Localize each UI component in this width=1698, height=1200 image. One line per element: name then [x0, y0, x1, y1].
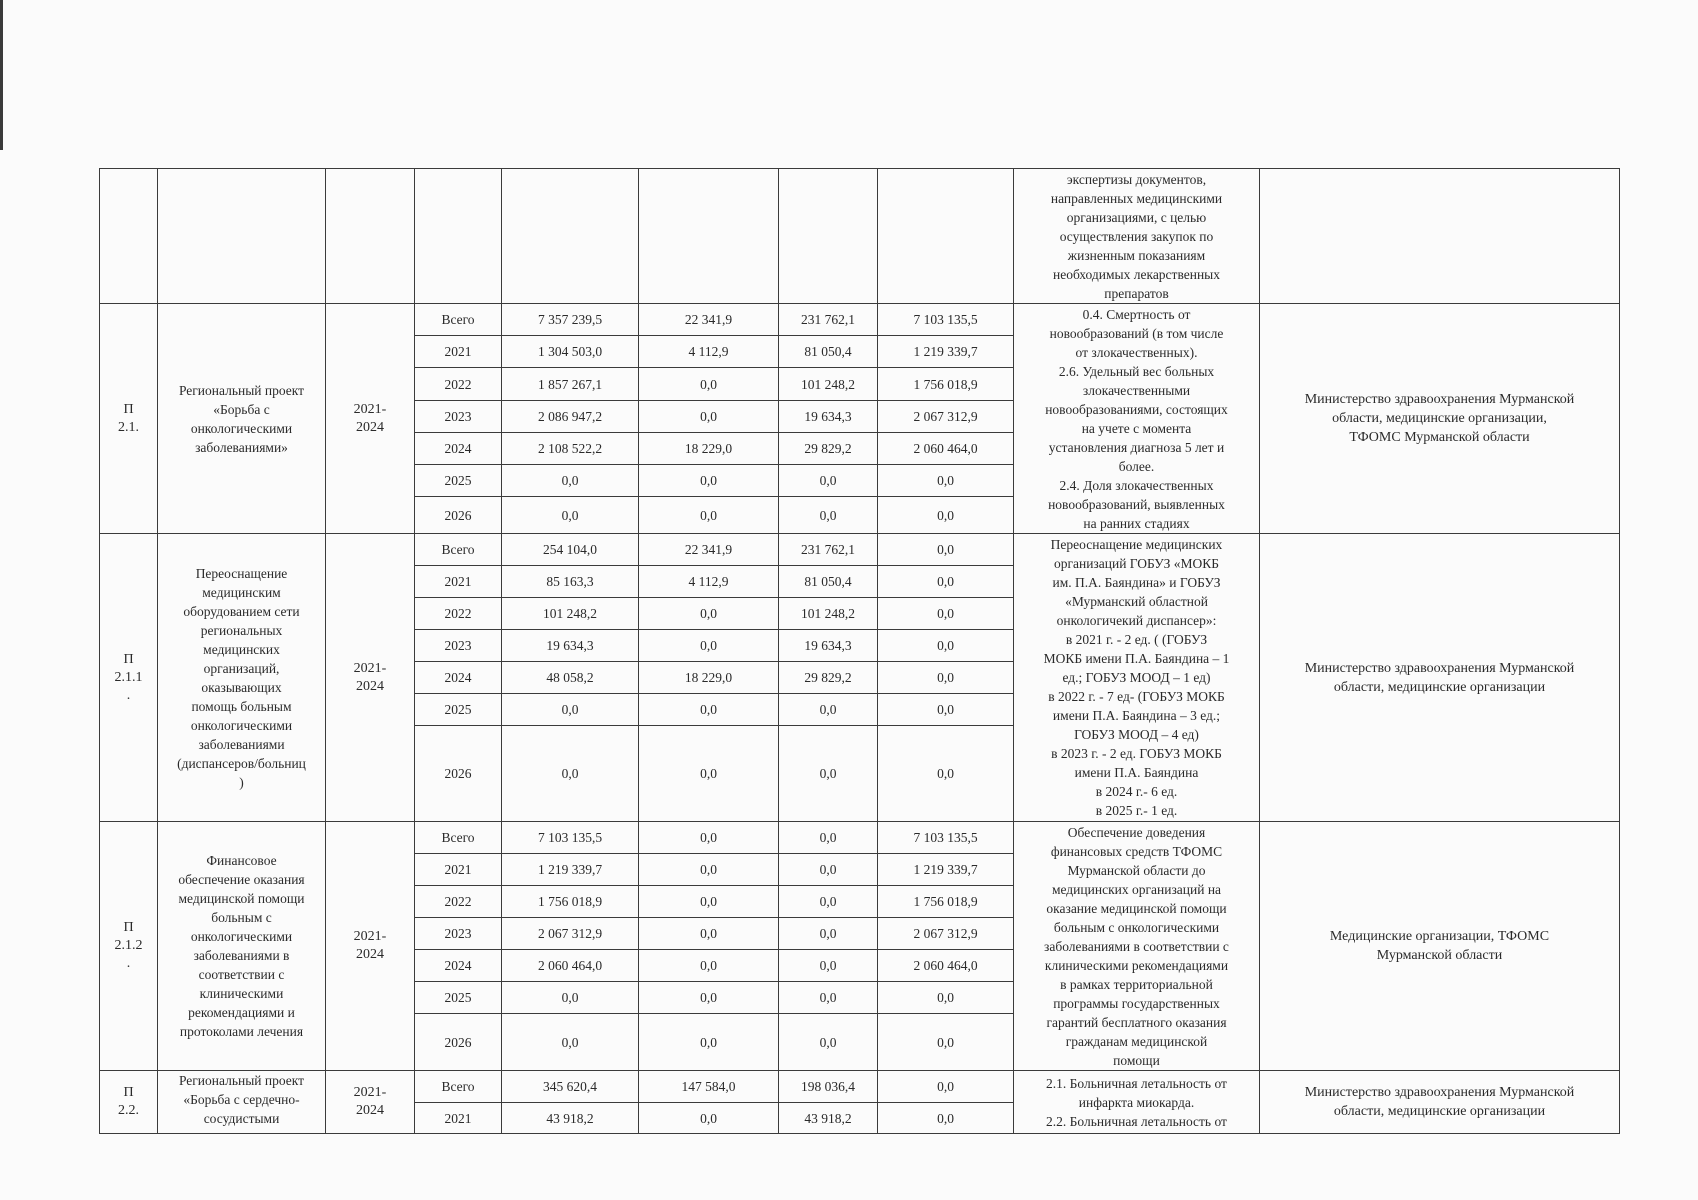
row-period: 2021- 2024: [353, 929, 387, 962]
carryover-v4-cell: [878, 169, 1014, 304]
value-total: 101 248,2: [502, 598, 639, 630]
row-id: П 2.1.: [118, 401, 139, 435]
value-other: 0,0: [878, 1014, 1014, 1071]
row-name-cell: [158, 304, 326, 534]
year-label: 2025: [415, 465, 502, 497]
value-federal: 0,0: [639, 401, 779, 433]
row-result: Обеспечение доведения финансовых средств ТФОМС Мурманской области до медицинских организаций на оказание медицинской помощи больным с онкологическими заболеваниями в соответствии с клиническими рекомендациями в рамках территориальной программы государственных гарантий бесплатного оказания гражданам медицинской помощи: [1044, 824, 1229, 1068]
row-period: 2021- 2024: [353, 401, 387, 435]
value-total: 0,0: [502, 694, 639, 726]
value-total: 0,0: [502, 982, 639, 1014]
year-label: Всего: [415, 822, 502, 854]
value-other: 0,0: [878, 465, 1014, 497]
year-label: 2021: [415, 854, 502, 886]
program-table: [99, 168, 1620, 1134]
year-label: Всего: [415, 1071, 502, 1103]
value-federal: 0,0: [639, 726, 779, 822]
value-other: 2 067 312,9: [878, 918, 1014, 950]
value-regional: 81 050,4: [779, 566, 878, 598]
value-total: 2 060 464,0: [502, 950, 639, 982]
value-total: 2 067 312,9: [502, 918, 639, 950]
row-period: 2021- 2024: [353, 660, 387, 694]
value-regional: 29 829,2: [779, 433, 878, 465]
year-label: 2024: [415, 662, 502, 694]
table-row: [100, 304, 1620, 336]
carryover-name-cell: [158, 169, 326, 304]
value-regional: 0,0: [779, 982, 878, 1014]
row-name: Переоснащение медицинским оборудованием сети региональных медицинских организаций, оказывающих помощь больным онкологическими заболеваниями (диспансеров/больниц ): [177, 565, 306, 790]
value-federal: 0,0: [639, 368, 779, 401]
value-regional: 0,0: [779, 497, 878, 534]
value-other: 7 103 135,5: [878, 304, 1014, 336]
row-id: П 2.2.: [118, 1085, 139, 1118]
row-result-cell: [1014, 304, 1260, 534]
value-federal: 0,0: [639, 950, 779, 982]
value-regional: 19 634,3: [779, 401, 878, 433]
year-label: 2024: [415, 950, 502, 982]
carryover-v2-cell: [639, 169, 779, 304]
value-federal: 0,0: [639, 886, 779, 918]
value-regional: 0,0: [779, 950, 878, 982]
row-id: П 2.1.2 .: [114, 920, 143, 971]
value-regional: 231 762,1: [779, 534, 878, 566]
value-federal: 0,0: [639, 694, 779, 726]
row-period-cell: [326, 534, 415, 822]
year-label: 2026: [415, 1014, 502, 1071]
value-regional: 0,0: [779, 918, 878, 950]
row-result-cell: [1014, 822, 1260, 1071]
value-total: 19 634,3: [502, 630, 639, 662]
value-federal: 18 229,0: [639, 662, 779, 694]
value-total: 7 357 239,5: [502, 304, 639, 336]
value-total: 1 219 339,7: [502, 854, 639, 886]
value-other: 0,0: [878, 534, 1014, 566]
value-other: 0,0: [878, 630, 1014, 662]
row-responsible: Министерство здравоохранения Мурманской области, медицинские организации: [1304, 1085, 1575, 1119]
value-federal: 0,0: [639, 497, 779, 534]
value-total: 2 108 522,2: [502, 433, 639, 465]
row-name-cell: [158, 822, 326, 1071]
value-total: 0,0: [502, 465, 639, 497]
value-federal: 147 584,0: [639, 1071, 779, 1103]
value-federal: 4 112,9: [639, 566, 779, 598]
carryover-row: [100, 169, 1620, 304]
year-label: 2021: [415, 566, 502, 598]
scan-edge-mark: [0, 0, 3, 150]
row-id-cell: [100, 534, 158, 822]
value-federal: 0,0: [639, 598, 779, 630]
value-regional: 0,0: [779, 694, 878, 726]
value-federal: 0,0: [639, 918, 779, 950]
row-id: П 2.1.1 .: [114, 651, 143, 703]
year-label: Всего: [415, 304, 502, 336]
row-result: 2.1. Больничная летальность от инфаркта миокарда. 2.2. Больничная летальность от: [1046, 1075, 1227, 1129]
year-label: 2022: [415, 368, 502, 401]
row-responsible: Медицинские организации, ТФОМС Мурманской области: [1329, 929, 1550, 963]
value-total: 48 058,2: [502, 662, 639, 694]
row-responsible-cell: [1260, 534, 1620, 822]
value-regional: 0,0: [779, 465, 878, 497]
value-federal: 0,0: [639, 982, 779, 1014]
year-label: 2022: [415, 598, 502, 630]
value-regional: 43 918,2: [779, 1103, 878, 1134]
value-regional: 231 762,1: [779, 304, 878, 336]
row-name-cell: [158, 1071, 326, 1134]
row-result: Переоснащение медицинских организаций ГОБУЗ «МОКБ им. П.А. Баяндина» и ГОБУЗ «Мурманский областной онкологичекий диспансер»: в 2021 г. - 2 ед. ( (ГОБУЗ МОКБ имени П.А. Баяндина – 1 ед.; ГОБУЗ МООД – 1 ед) в 2022 г. - 7 ед- (ГОБУЗ МОКБ имени П.А. Баяндина – 3 ед.; ГОБУЗ МООД – 4 ед) в 2023 г. - 2 ед. ГОБУЗ МОКБ имени П.А. Баяндина в 2024 г.- 6 ед. в 2025 г.- 1 ед.: [1043, 537, 1230, 818]
row-responsible-cell: [1260, 1071, 1620, 1134]
row-id-cell: [100, 304, 158, 534]
value-federal: 22 341,9: [639, 304, 779, 336]
value-other: 2 067 312,9: [878, 401, 1014, 433]
value-other: 1 756 018,9: [878, 368, 1014, 401]
year-label: 2026: [415, 497, 502, 534]
value-federal: 0,0: [639, 465, 779, 497]
row-result: 0.4. Смертность от новообразований (в том числе от злокачественных). 2.6. Удельный вес больных злокачественными новообразованиями, состоящих на учете с момента установления диагноза 5 лет и более. 2.4. Доля злокачественных новообразований, выявленных на ранних стадиях: [1045, 306, 1228, 531]
value-other: 1 756 018,9: [878, 886, 1014, 918]
value-total: 1 756 018,9: [502, 886, 639, 918]
value-regional: 101 248,2: [779, 598, 878, 630]
value-total: 1 304 503,0: [502, 336, 639, 368]
value-regional: 0,0: [779, 1014, 878, 1071]
value-regional: 0,0: [779, 854, 878, 886]
value-other: 0,0: [878, 662, 1014, 694]
year-label: 2024: [415, 433, 502, 465]
year-label: 2026: [415, 726, 502, 822]
year-label: 2023: [415, 401, 502, 433]
carryover-responsible-cell: [1260, 169, 1620, 304]
value-regional: 19 634,3: [779, 630, 878, 662]
row-responsible-cell: [1260, 304, 1620, 534]
value-federal: 0,0: [639, 1014, 779, 1071]
row-id-cell: [100, 1071, 158, 1134]
year-label: 2021: [415, 336, 502, 368]
year-label: 2023: [415, 630, 502, 662]
value-regional: 198 036,4: [779, 1071, 878, 1103]
value-regional: 0,0: [779, 726, 878, 822]
year-label: 2021: [415, 1103, 502, 1134]
carryover-period-cell: [326, 169, 415, 304]
row-responsible-cell: [1260, 822, 1620, 1071]
value-other: 0,0: [878, 982, 1014, 1014]
row-period: 2021- 2024: [353, 1085, 387, 1118]
row-result-cell: [1014, 1071, 1260, 1134]
row-responsible: Министерство здравоохранения Мурманской области, медицинские организации, ТФОМС Мурманской области: [1304, 392, 1575, 445]
value-federal: 18 229,0: [639, 433, 779, 465]
year-label: 2025: [415, 982, 502, 1014]
value-other: 2 060 464,0: [878, 433, 1014, 465]
row-period-cell: [326, 304, 415, 534]
year-label: 2025: [415, 694, 502, 726]
value-federal: 0,0: [639, 1103, 779, 1134]
carryover-result-cell: [1014, 169, 1260, 304]
value-other: 1 219 339,7: [878, 336, 1014, 368]
value-other: 0,0: [878, 598, 1014, 630]
row-period-cell: [326, 822, 415, 1071]
year-label: Всего: [415, 534, 502, 566]
row-period-cell: [326, 1071, 415, 1134]
row-name: Финансовое обеспечение оказания медицинской помощи больным с онкологическими заболеваниями в соответствии с клиническими рекомендациями и протоколами лечения: [178, 853, 305, 1039]
value-federal: 22 341,9: [639, 534, 779, 566]
row-responsible: Министерство здравоохранения Мурманской области, медицинские организации: [1304, 660, 1575, 695]
value-total: 7 103 135,5: [502, 822, 639, 854]
value-other: 1 219 339,7: [878, 854, 1014, 886]
value-other: 0,0: [878, 1103, 1014, 1134]
carryover-v3-cell: [779, 169, 878, 304]
value-federal: 0,0: [639, 822, 779, 854]
value-total: 0,0: [502, 1014, 639, 1071]
table-row: [100, 534, 1620, 566]
value-federal: 0,0: [639, 630, 779, 662]
value-other: 7 103 135,5: [878, 822, 1014, 854]
table-row: [100, 1071, 1620, 1103]
table-row: [100, 822, 1620, 854]
value-regional: 0,0: [779, 822, 878, 854]
value-other: 0,0: [878, 694, 1014, 726]
value-total: 345 620,4: [502, 1071, 639, 1103]
value-other: 0,0: [878, 1071, 1014, 1103]
row-name: Региональный проект «Борьба с онкологическими заболеваниями»: [178, 382, 305, 455]
row-result-cell: [1014, 534, 1260, 822]
carryover-year-cell: [415, 169, 502, 304]
year-label: 2023: [415, 918, 502, 950]
value-regional: 0,0: [779, 886, 878, 918]
year-label: 2022: [415, 886, 502, 918]
value-total: 2 086 947,2: [502, 401, 639, 433]
value-total: 0,0: [502, 497, 639, 534]
value-other: 0,0: [878, 726, 1014, 822]
value-total: 43 918,2: [502, 1103, 639, 1134]
value-total: 254 104,0: [502, 534, 639, 566]
row-id-cell: [100, 822, 158, 1071]
value-other: 0,0: [878, 497, 1014, 534]
value-federal: 4 112,9: [639, 336, 779, 368]
value-total: 85 163,3: [502, 566, 639, 598]
row-name-cell: [158, 534, 326, 822]
value-regional: 101 248,2: [779, 368, 878, 401]
value-regional: 81 050,4: [779, 336, 878, 368]
row-name: Региональный проект «Борьба с сердечно- сосудистыми: [178, 1073, 305, 1126]
value-total: 0,0: [502, 726, 639, 822]
carryover-result-text: экспертизы документов, направленных медицинскими организациями, с целью осуществления закупок по жизненным показаниям необходимых лекарственных препаратов: [1050, 171, 1223, 301]
carryover-v1-cell: [502, 169, 639, 304]
carryover-id-cell: [100, 169, 158, 304]
value-other: 2 060 464,0: [878, 950, 1014, 982]
value-federal: 0,0: [639, 854, 779, 886]
value-total: 1 857 267,1: [502, 368, 639, 401]
value-other: 0,0: [878, 566, 1014, 598]
value-regional: 29 829,2: [779, 662, 878, 694]
